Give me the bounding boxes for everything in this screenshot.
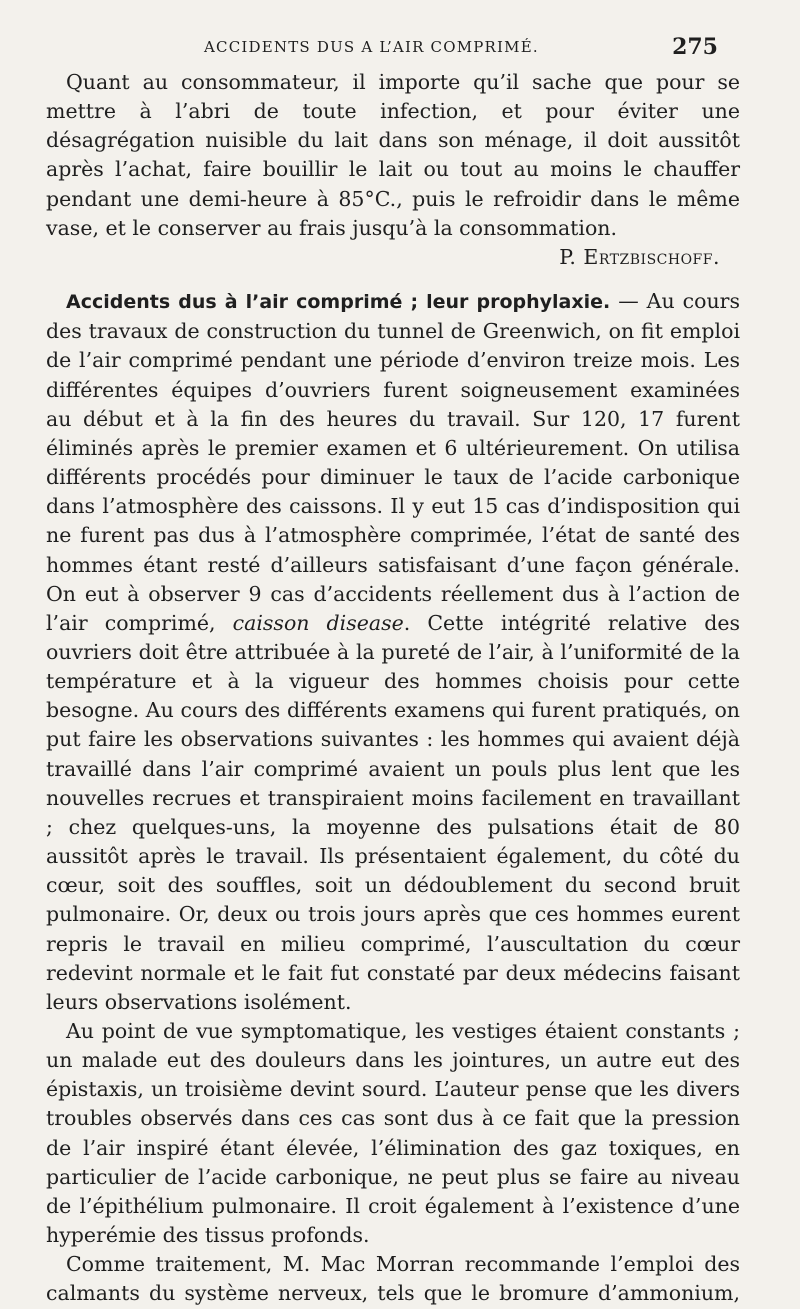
author-signature: P. Ertzbischoff. (559, 244, 720, 269)
page-number: 275 (672, 34, 718, 60)
page-header (56, 34, 718, 64)
paragraph-accidents (46, 287, 740, 1017)
running-title: ACCIDENTS DUS A L’AIR COMPRIMÉ. (204, 38, 539, 56)
paragraph-text-part2: . Cette intégrité relative des ouvriers doit être attribuée à la pureté de l’air, à l’uniformité de la température et à la vigueur des hommes choisis pour cette besogne. Au cours des différents examens qui furent pratiqués, on put faire les observations suivantes : les hommes qui avaient déjà travaillé dans l’air comprimé avaient un pouls plus lent que les nouvelles recrues et transpiraient moins facilement en travaillant ; chez quelques-uns, la moyenne des pulsations était de 80 aussitôt après le travail. Ils présentaient également, du côté du cœur, soit des souffles, soit un dédoublement du second bruit pulmonaire. Or, deux ou trois jours après que ces hommes eurent repris le travail en milieu comprimé, l’auscultation du cœur redevint normale et le fait fut constaté par deux médecins faisant leurs observations isolément. (46, 610, 740, 1014)
section-gap (46, 272, 740, 287)
paragraph-consommateur: Quant au consommateur, il importe qu’il sache que pour se mettre à l’abri de toute infection, et pour éviter une désagrégation nuisible du lait dans son ménage, il doit aussitôt après l’achat, faire bouillir le lait ou tout au moins le chauffer pendant une demi-heure à 85°C., puis le refroidir dans le même vase, et le conserver au frais jusqu’à la consommation. (46, 70, 740, 240)
paragraph-symptomatique: Au point de vue symptomatique, les vestiges étaient constants ; un malade eut des douleurs dans les jointures, un autre eut des épistaxis, un troisième devint sourd. L’auteur pense que les divers troubles observés dans ces cas sont dus à ce fait que la pression de l’air inspiré étant élevée, l’élimination des gaz toxiques, en particulier de l’acide carbonique, ne peut plus se faire au niveau de l’épithélium pulmonaire. Il croit également à l’existence d’une hyperémie des tissus profonds. (46, 1019, 740, 1248)
paragraph-text-part1: — Au cours des travaux de construction du tunnel de Greenwich, on fit emploi de l’air comprimé pendant une période d’environ treize mois. Les différentes équipes d’ouvriers furent soigneusement examinées au début et à la fin des heures du travail. Sur 120, 17 furent éliminés après le premier examen et 6 ultérieurement. On utilisa différents procédés pour diminuer le taux de l’acide carbonique dans l’atmosphère des caissons. Il y eut 15 cas d’indisposition qui ne furent pas dus à l’atmosphère comprimée, l’état de santé des hommes étant resté d’ailleurs satisfaisant d’une façon générale. On eut à observer 9 cas d’accidents réellement dus à l’action de l’air comprimé, (46, 289, 740, 635)
body-text (46, 68, 740, 1309)
article-title: Accidents dus à l’air comprimé ; leur prophylaxie. (66, 291, 611, 314)
paragraph-traitement: Comme traitement, M. Mac Morran recommande l’emploi des calmants du système nerveux, tels que le bromure d’ammonium, (46, 1252, 740, 1306)
caisson-disease-term: caisson disease (232, 610, 404, 635)
